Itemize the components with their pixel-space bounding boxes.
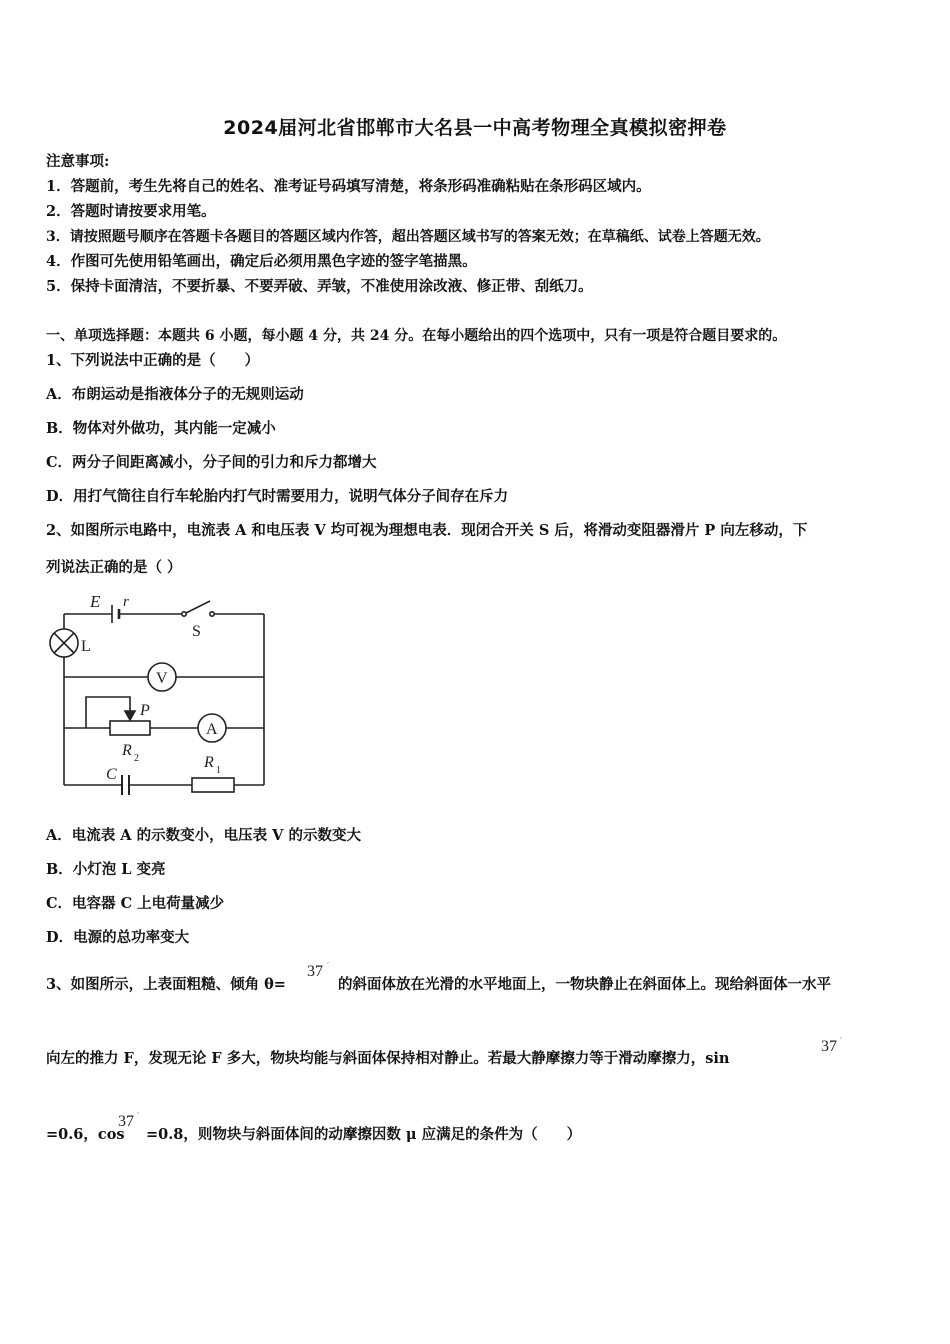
slider-arrow-icon bbox=[125, 711, 135, 720]
q3-line2: 向左的推力 F，发现无论 F 多大，物块均能与斜面体保持相对静止。若最大静摩擦力等于滑动摩擦力，sin bbox=[46, 1050, 730, 1067]
q1-option-b: B．物体对外做功，其内能一定减小 bbox=[46, 420, 276, 437]
degree-mark: ′ bbox=[137, 1112, 140, 1122]
notice-item: 5．保持卡面清洁，不要折暴、不要弄破、弄皱，不准使用涂改液、修正带、刮纸刀。 bbox=[46, 278, 593, 295]
angle-value: 37 bbox=[821, 1038, 837, 1055]
q2-option-a: A．电流表 A 的示数变小，电压表 V 的示数变大 bbox=[46, 827, 361, 844]
label-r2: R bbox=[122, 742, 132, 759]
q3-line3-start: =0.6，cos bbox=[46, 1126, 125, 1143]
q2-option-d: D．电源的总功率变大 bbox=[46, 929, 190, 946]
label-r: r bbox=[123, 594, 129, 610]
rheostat-r2-icon bbox=[110, 721, 150, 735]
q2-option-b: B．小灯泡 L 变亮 bbox=[46, 861, 166, 878]
notice-item: 2．答题时请按要求用笔。 bbox=[46, 203, 216, 220]
notice-heading: 注意事项: bbox=[46, 153, 110, 170]
notice-item: 3．请按照题号顺序在答题卡各题目的答题区域内作答，超出答题区域书写的答案无效；在草稿纸、试卷上答题无效。 bbox=[46, 229, 770, 245]
resistor-r1-icon bbox=[192, 778, 234, 792]
angle-value: 37 bbox=[118, 1113, 134, 1130]
notice-item: 1．答题前，考生先将自己的姓名、准考证号码填写清楚，将条形码准确粘贴在条形码区域内。 bbox=[46, 178, 651, 195]
page-title: 2024届河北省邯郸市大名县一中高考物理全真模拟密押卷 bbox=[223, 117, 727, 139]
q2-stem-line1: 2、如图所示电路中，电流表 A 和电压表 V 均可视为理想电表．现闭合开关 S 后，将滑动变阻器滑片 P 向左移动，下 bbox=[46, 522, 808, 539]
label-s: S bbox=[192, 623, 201, 640]
q1-option-c: C．两分子间距离减小，分子间的引力和斥力都增大 bbox=[46, 454, 377, 471]
label-p: P bbox=[140, 702, 150, 719]
label-c: C bbox=[106, 766, 117, 783]
switch-contact bbox=[182, 612, 186, 616]
degree-mark: ′ bbox=[327, 962, 330, 972]
q3-line1-start: 3、如图所示，上表面粗糙、倾角 θ= bbox=[46, 976, 286, 993]
label-a: A bbox=[206, 721, 218, 738]
section-heading: 一、单项选择题：本题共 6 小题，每小题 4 分，共 24 分。在每小题给出的四个选项中，只有一项是符合题目要求的。 bbox=[46, 328, 787, 344]
angle-value: 37 bbox=[307, 963, 323, 980]
degree-mark: ′ bbox=[840, 1037, 843, 1047]
label-r1-sub: 1 bbox=[216, 765, 221, 776]
switch-contact bbox=[210, 612, 214, 616]
q1-stem: 1、下列说法中正确的是（ ） bbox=[46, 352, 260, 369]
q3-line3-end: =0.8，则物块与斜面体间的动摩擦因数 μ 应满足的条件为（ ） bbox=[146, 1126, 582, 1143]
circuit-diagram bbox=[40, 585, 280, 800]
q3-line1-end: 的斜面体放在光滑的水平地面上，一物块静止在斜面体上。现给斜面体一水平 bbox=[338, 976, 831, 993]
q1-option-d: D．用打气筒往自行车轮胎内打气时需要用力，说明气体分子间存在斥力 bbox=[46, 488, 509, 505]
q1-option-a: A．布朗运动是指液体分子的无规则运动 bbox=[46, 386, 304, 403]
label-e: E bbox=[90, 592, 101, 611]
label-v: V bbox=[156, 670, 168, 687]
label-r2-sub: 2 bbox=[134, 753, 139, 764]
label-r1: R bbox=[204, 754, 214, 771]
slider-wire bbox=[86, 697, 130, 728]
q2-stem-line2: 列说法正确的是（ ） bbox=[46, 559, 182, 576]
label-l: L bbox=[81, 638, 91, 655]
q2-option-c: C．电容器 C 上电荷量减少 bbox=[46, 895, 225, 912]
notice-item: 4．作图可先使用铅笔画出，确定后必须用黑色字迹的签字笔描黑。 bbox=[46, 253, 477, 270]
switch-blade-icon bbox=[186, 601, 210, 613]
